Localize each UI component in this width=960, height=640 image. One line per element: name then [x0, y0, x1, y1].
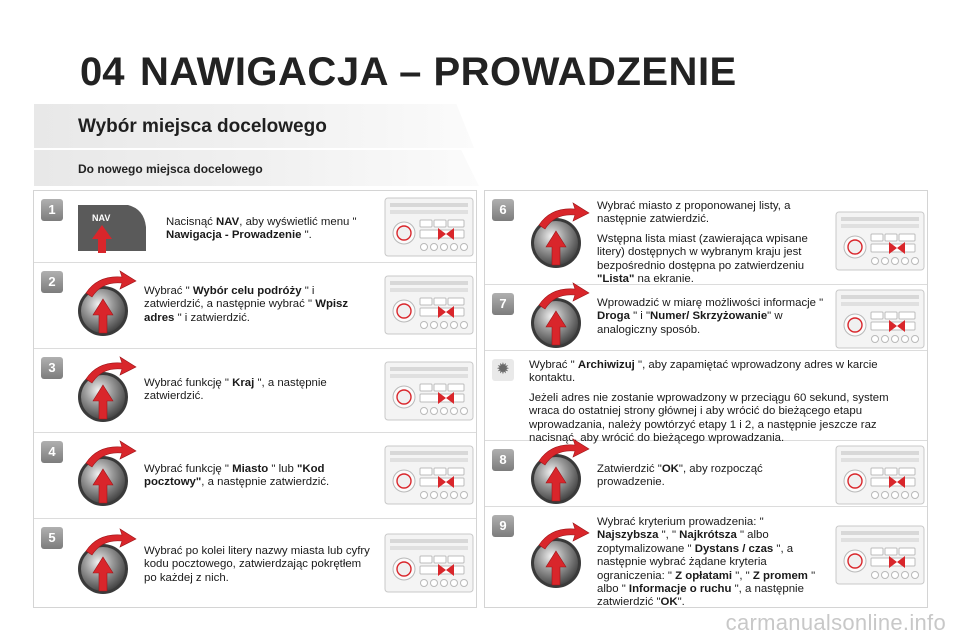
archive-note-text: Wybrać " Archiwizuj ", aby zapamiętać wprowadzony adres w karcie kontaktu. Jeżeli adres nie zostanie wprowadzony w przeciągu 60 sekund, system wraca do ostatniej strony głównej i aby wrócić do bieżącego etapu wprowadzania, należy powtórzyć etapy 1 i 2, a następnie jeszcze raz nacisnąć, aby wrócić do bieżącego wprowadzania.	[529, 359, 889, 445]
radio-panel-illustration	[384, 533, 474, 593]
step-number-badge: 8	[492, 449, 514, 471]
control-knob-icon	[529, 521, 591, 593]
step-2-text: Wybrać " Wybór celu podróży " i zatwierdzić, a następnie wybrać " Wpisz adres " i zatwierdzić.	[144, 285, 349, 324]
radio-panel-illustration	[384, 275, 474, 335]
radio-panel-illustration	[384, 197, 474, 257]
step-7-text: Wprowadzić w miarę możliwości informacje " Droga " i "Numer/ Skrzyżowanie" w analogiczny sposób.	[597, 297, 824, 336]
step-9-text: Wybrać kryterium prowadzenia: " Najszybsza ", " Najkrótsza " albo zoptymalizowane " Dystans / czas ", a następnie wybrać żądane kryteria ograniczenia: " Z opłatami ", " Z promem " albo " Informacje o ruchu ", a następnie zatwierdzić "OK".	[597, 516, 816, 609]
step-number-badge: 2	[41, 271, 63, 293]
nav-key-icon	[76, 201, 148, 253]
step-3-text: Wybrać funkcję " Kraj ", a następnie zatwierdzić.	[144, 377, 327, 403]
chapter-number: 04	[80, 50, 125, 94]
step-5-text: Wybrać po kolei litery nazwy miasta lub cyfry kodu pocztowego, zatwierdzając pokrętłem po każdej z nich.	[144, 545, 370, 584]
radio-panel-illustration	[384, 361, 474, 421]
step-1	[34, 191, 476, 263]
step-number-badge: 7	[492, 293, 514, 315]
control-knob-icon	[76, 439, 138, 511]
right-steps-panel	[484, 190, 928, 608]
subsection-title: Do nowego miejsca docelowego	[78, 162, 263, 176]
step-3	[34, 349, 476, 433]
step-7	[485, 285, 927, 351]
section-title: Wybór miejsca docelowego	[78, 116, 327, 137]
radio-panel-illustration	[835, 289, 925, 349]
chapter-title: NAWIGACJA – PROWADZENIE	[140, 50, 737, 94]
step-4	[34, 433, 476, 519]
radio-panel-illustration	[384, 445, 474, 505]
info-star-icon: ✹	[492, 359, 514, 381]
watermark: carmanualsonline.info	[725, 610, 946, 635]
control-knob-icon	[76, 269, 138, 341]
nav-key-label: NAV	[92, 213, 111, 223]
step-8-text: Zatwierdzić "OK", aby rozpocząć prowadzenie.	[597, 463, 763, 489]
step-2	[34, 263, 476, 349]
control-knob-icon	[529, 281, 591, 353]
control-knob-icon	[529, 437, 591, 509]
step-number-badge: 4	[41, 441, 63, 463]
control-knob-icon	[76, 355, 138, 427]
control-knob-icon	[76, 527, 138, 599]
radio-panel-illustration	[835, 445, 925, 505]
step-1-text: Nacisnąć NAV, aby wyświetlić menu " Nawigacja - Prowadzenie ".	[166, 216, 357, 242]
step-number-badge: 5	[41, 527, 63, 549]
step-number-badge: 3	[41, 357, 63, 379]
step-6	[485, 191, 927, 285]
step-8	[485, 441, 927, 507]
step-number-badge: 1	[41, 199, 63, 221]
step-number-badge: 6	[492, 199, 514, 221]
step-6-text: Wybrać miasto z proponowanej listy, a następnie zatwierdzić. Wstępna lista miast (zawierająca wpisane litery) dostępnych w wybranym kraju jest bezpośrednio dostępna po zatwierdzeniu "Lista" na ekranie.	[597, 200, 808, 286]
radio-panel-illustration	[835, 211, 925, 271]
step-4-text: Wybrać funkcję " Miasto " lub "Kod pocztowy", a następnie zatwierdzić.	[144, 463, 330, 489]
control-knob-icon	[529, 201, 591, 273]
left-steps-panel	[33, 190, 477, 608]
step-5	[34, 519, 476, 607]
step-number-badge: 9	[492, 515, 514, 537]
radio-panel-illustration	[835, 525, 925, 585]
step-9	[485, 507, 927, 607]
archive-note	[485, 351, 927, 445]
